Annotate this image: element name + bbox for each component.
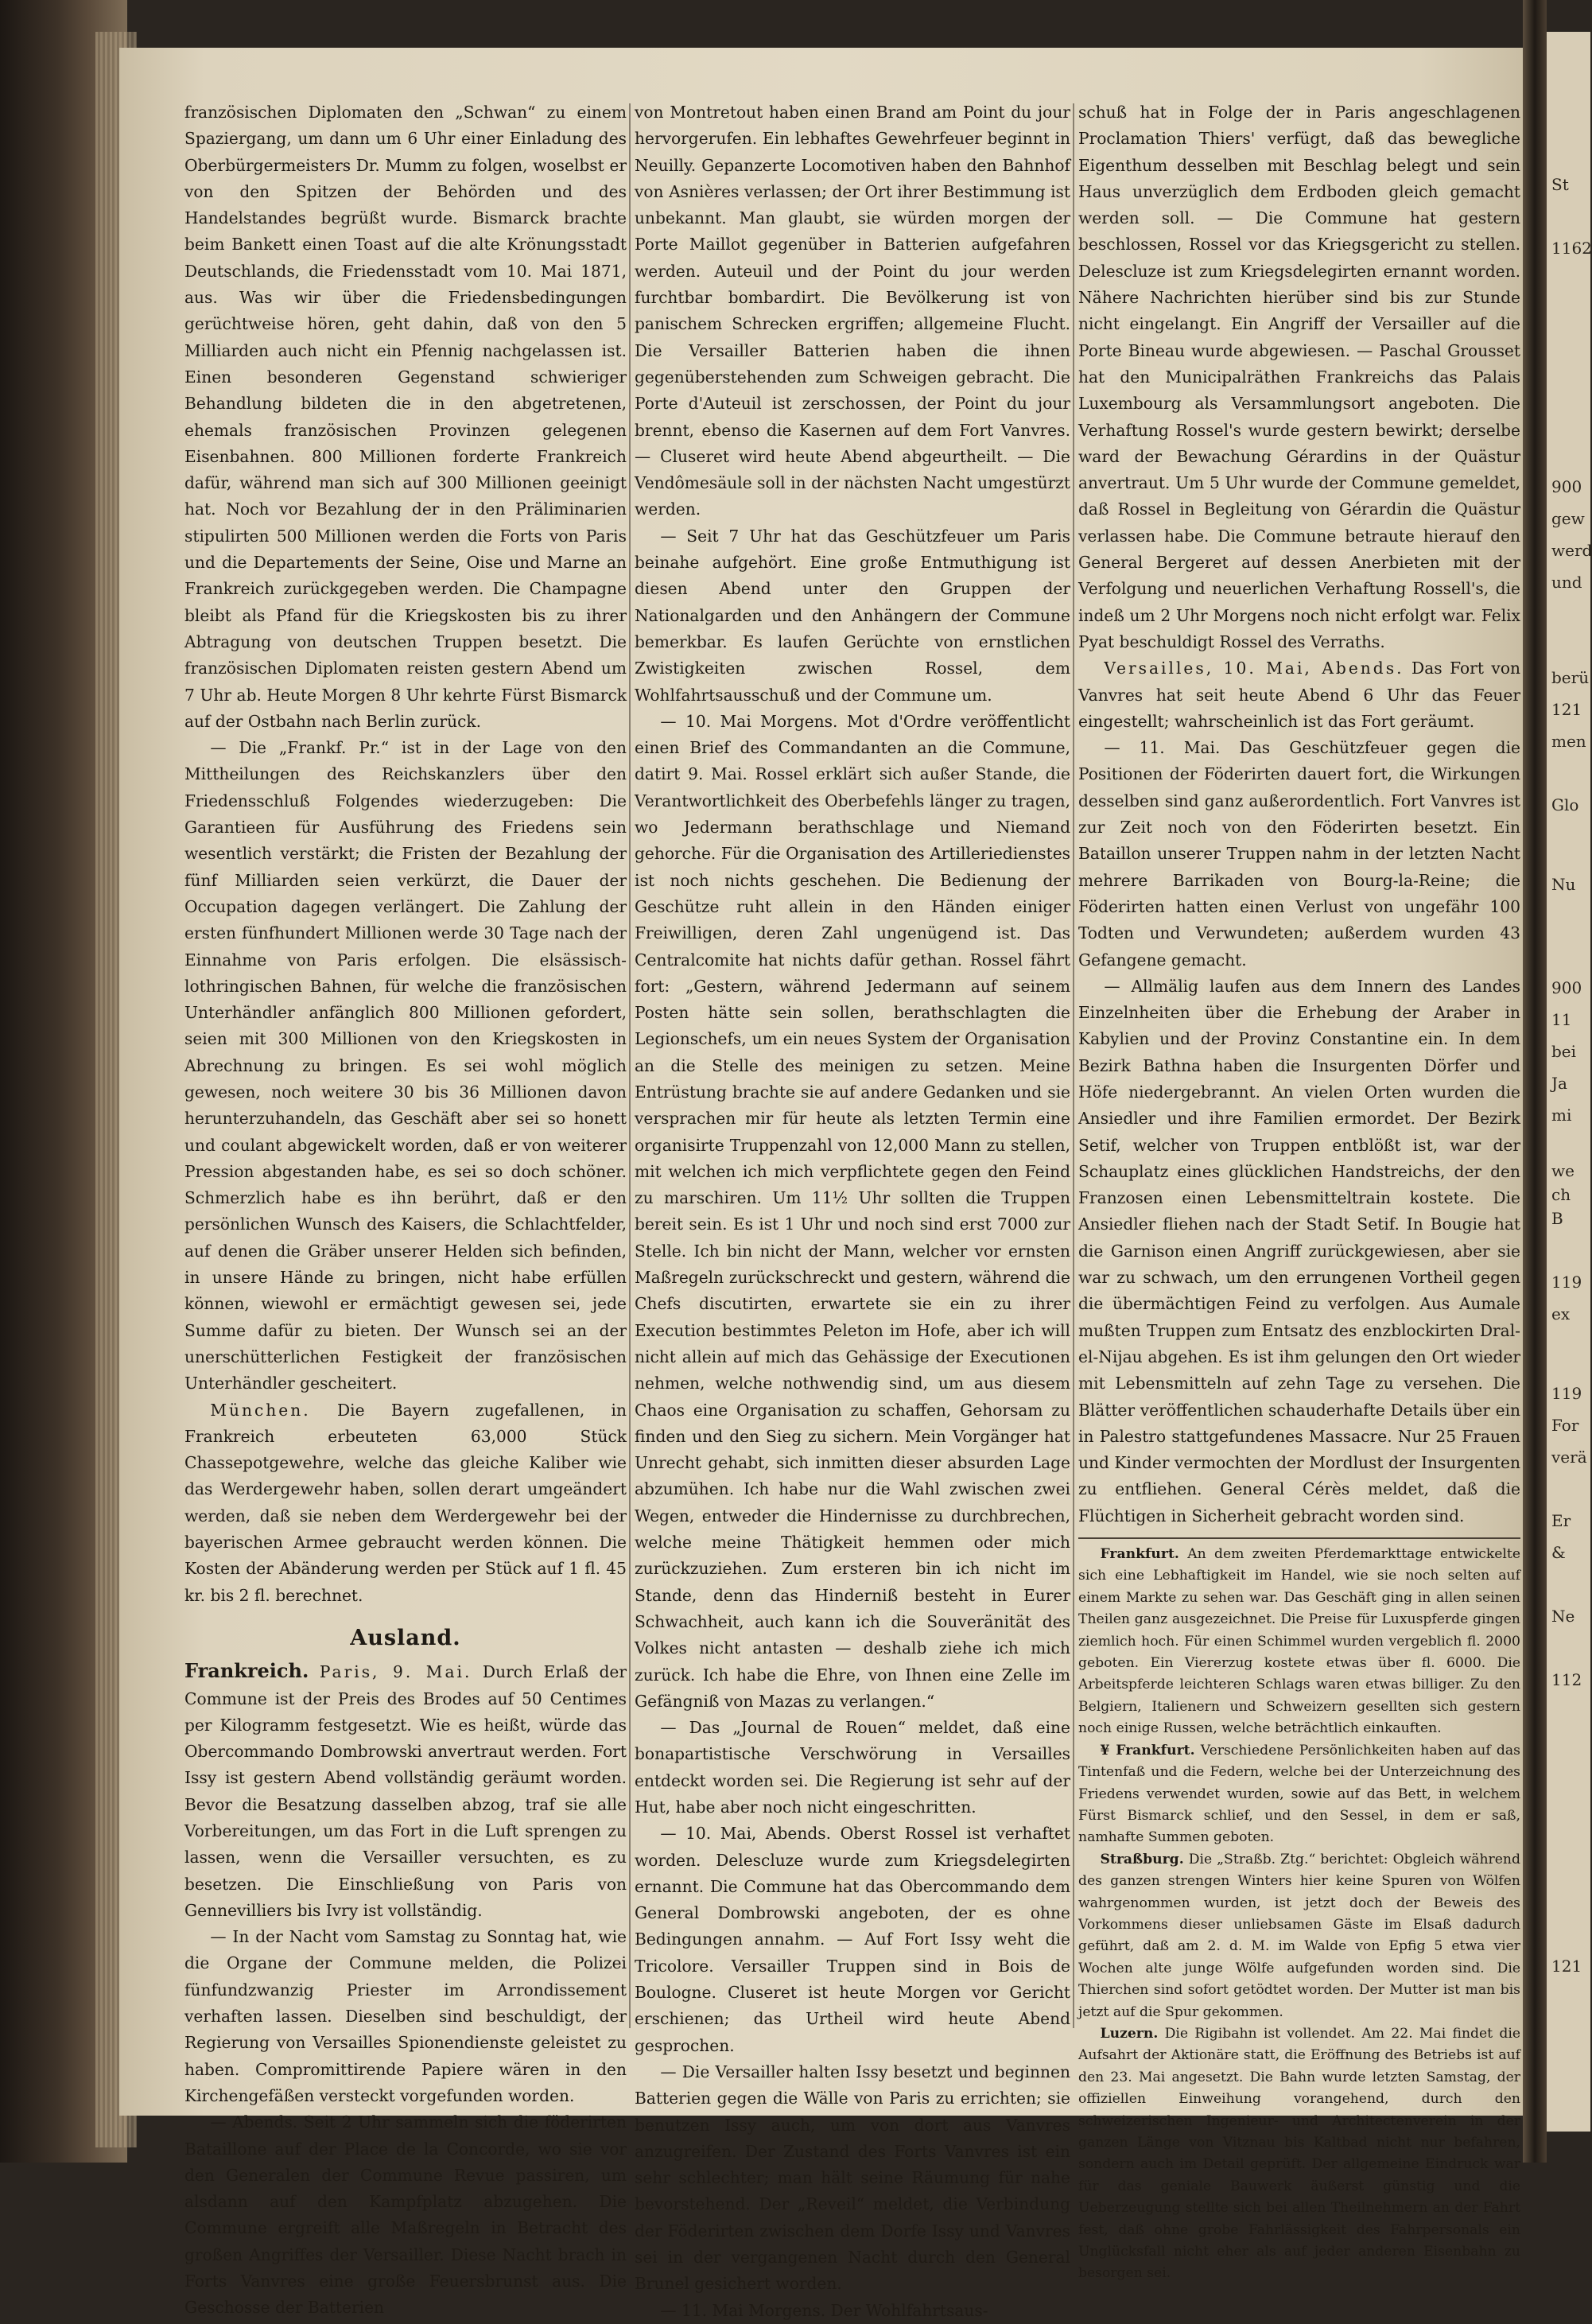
adjacent-page-edge — [1547, 32, 1590, 2132]
adjacent-page-fragment: 121 — [1551, 1957, 1582, 1976]
article-paragraph: — Das „Journal de Rouen“ meldet, daß eine bonapartistische Verschwörung in Versailles entdeckt worden sei. Die Regierung ist sehr auf der Hut, habe aber noch nicht eingeschritten. — [635, 1718, 1070, 1817]
article-paragraph — [1078, 655, 1520, 735]
article-paragraph: — 11. Mai Morgens. Der Wohlfahrtsaus- — [660, 2300, 988, 2320]
dateline-paris: Paris, 9. Mai. — [319, 1662, 472, 1682]
article-paragraph — [184, 1397, 627, 1609]
adjacent-page-fragment: verä — [1551, 1448, 1587, 1467]
adjacent-page-fragment: 11 — [1551, 1010, 1572, 1029]
column-right — [1078, 99, 1521, 2282]
adjacent-page-fragment: we — [1551, 1161, 1575, 1180]
adjacent-page-fragment: men — [1551, 732, 1586, 751]
binding-gutter — [1523, 0, 1547, 2163]
adjacent-page-fragment: Glo — [1551, 795, 1579, 814]
adjacent-page-fragment: gew — [1551, 509, 1585, 528]
article-paragraph: — 10. Mai Morgens. Mot d'Ordre veröffentlicht einen Brief des Commandanten an die Commune, datirt 9. Mai. Rossel erklärt sich außer Stande, die Verantwortlichkeit des Oberbefehls länger zu tragen, wo Jedermann berathschlage und Niemand gehorche. Für die Organisation des Artilleriedienstes ist noch nichts geschehen. Die Bedienung der Geschütze ruht allein in den Händen einiger Freiwilligen, deren Zahl ungenügend ist. Das Centralcomite hat nichts dafür gethan. Rossel fährt fort: „Gestern, während Jedermann auf seinem Posten hätte sein sollen, berathschlagten die Legionschefs, um ein neues System der Organisation an die Stelle des meinigen zu setzen. Meine Entrüstung brachte sie auf andere Gedanken und sie versprachen mir für heute als letzten Termin eine organisirte Truppenzahl von 12,000 Mann zu stellen, mit welchen ich mich verpflichtete gegen den Feind zu marschiren. Um 11½ Uhr sollten die Truppen bereit sein. Es ist 1 Uhr und noch sind erst 7000 zur Stelle. Ich bin nicht der Mann, welcher vor ernsten Maßregeln zurückschreckt und gestern, während die Chefs discutirten, erwartete sie ein zu ihrer Execution bestimmtes Peleton im Hofe, aber ich will nicht allein auf mich das Gehässige der Executionen nehmen, welche nothwendig sind, um aus diesem Chaos eine Organisation zu schaffen, Gehorsam zu finden und den Sieg zu sichern. Mein Vorgänger hat Unrecht gehabt, sich inmitten dieser absurden Lage abzumühen. Ich habe nur die Wahl zwischen zwei Wegen, entweder die Hindernisse zu durchbrechen, welche meine Thätigkeit hemmen oder mich zurückzuziehen. Zum ersteren bin ich nicht im Stande, denn das Hinderniß besteht in Eurer Schwachheit, auch kann ich die Souveränität des Volkes nicht antasten — deshalb ziehe ich mich zurück. Ich habe die Ehre, von Ihnen eine Zelle im Gefängniß von Mazas zu verlangen.“ — [635, 711, 1070, 1711]
adjacent-page-fragment: 119 — [1551, 1273, 1582, 1292]
adjacent-page-fragment: ex — [1551, 1304, 1571, 1323]
dateline-luzern: Luzern. — [1100, 2025, 1159, 2042]
adjacent-page-fragment: mi — [1551, 1106, 1572, 1125]
adjacent-page-fragment: berü — [1551, 668, 1590, 687]
article-paragraph: — 11. Mai. Das Geschützfeuer gegen die Positionen der Föderirten dauert fort, die Wirkungen desselben sind ganz außerordentlich. Fort Vanvres ist zur Zeit noch von den Föderirten besetzt. Ein Bataillon unserer Truppen nahm in der letzten Nacht mehrere Barrikaden von Bourg-la-Reine; die Föderirten hatten einen Verlust von ungefähr 100 Todten und Verwundeten; außerdem wurden 43 Gefangene gemacht. — [1078, 738, 1520, 970]
dateline-muenchen: München. — [210, 1400, 311, 1420]
article-paragraph: — Die Versailler halten Issy besetzt und beginnen Batterien gegen die Wälle von Paris zu errichten; sie benutzen Issy auch, um von dort aus Vanvres anzugreifen. Der Zustand des Forts Vanvres ist ein sehr schlechter; man hält seine Räumung für nahe bevorstehend. Der „Reveil“ meldet, die Verbindung der Föderirten zwischen dem Dorfe Issy und Vanvres sei in der vergangenen Nacht durch den General Brunel gesichert worden. — [635, 2062, 1070, 2294]
dateline-frankfurt-2: ¥ Frankfurt. — [1100, 1742, 1195, 1759]
adjacent-page-fragment: St — [1551, 175, 1569, 194]
article-paragraph: von Montretout haben einen Brand am Point du jour hervorgerufen. Ein lebhaftes Gewehrfeuer beginnt in Neuilly. Gepanzerte Locomotiven haben den Bahnhof von Asnières verlassen; der Ort ihrer Bestimmung ist unbekannt. Man glaubt, sie würden morgen der Porte Maillot gegenüber in Batterien aufgefahren werden. Auteuil und der Point du jour werden furchtbar bombardirt. Die Bevölkerung ist von panischem Schrecken ergriffen; allgemeine Flucht. Die Versailler Batterien haben die ihnen gegenüberstehenden zum Schweigen gebracht. Die Porte d'Auteuil ist zerschossen, der Point du jour brennt, ebenso die Kasernen auf dem Fort Vanvres. — Cluseret wird heute Abend abgeurtheilt. — Die Vendômesäule soll in der nächsten Nacht umgestürzt werden. — [635, 103, 1070, 519]
news-item-frankfurt — [1078, 1544, 1520, 1740]
adjacent-page-fragment: 112 — [1551, 1670, 1582, 1689]
article-paragraph: — 10. Mai, Abends. Oberst Rossel ist verhaftet worden. Delescluze wurde zum Kriegsdelegirten ernannt. Die Commune hat das Obercommando dem General Dombrowski angeboten, der es ohne Bedingungen annahm. — Auf Fort Issy weht die Tricolore. Versailler Truppen sind in Bois de Boulogne. Cluseret ist heute Morgen vor Gericht erschienen; das Urtheil wird heute Abend gesprochen. — [635, 1824, 1070, 2055]
article-paragraph: schuß hat in Folge der in Paris angeschlagenen Proclamation Thiers' verfügt, daß das bewegliche Eigenthum desselben mit Beschlag belegt und sein Haus unverzüglich dem Erdboden gleich gemacht werden soll. — Die Commune hat gestern beschlossen, Rossel vor das Kriegsgericht zu stellen. Delescluze ist zum Kriegsdelegirten ernannt worden. Nähere Nachrichten hierüber sind bis zur Stunde nicht eingelangt. Ein Angriff der Versailler auf die Porte Bineau wurde abgewiesen. — Paschal Grousset hat den Municipalräthen Frankreichs das Palais Luxembourg als Versammlungsort angeboten. Die Verhaftung Rossel's wurde gestern bewirkt; derselbe ward der Bewachung Gérardins in der Quästur anvertraut. Um 5 Uhr wurde der Commune gemeldet, daß Rossel in Begleitung von Gérardin die Quästur verlassen habe. Die Commune betraute hierauf den General Bergeret auf dessen Anerbieten mit der Verfolgung und neuerlichen Verhaftung Rossell's, die indeß um 2 Uhr Morgens noch nicht erfolgt war. Felix Pyat beschuldigt Rossel des Verraths. — [1078, 103, 1520, 651]
adjacent-page-fragment: Nu — [1551, 875, 1576, 894]
adjacent-page-fragment: 900 — [1551, 978, 1582, 997]
article-paragraph — [184, 1658, 627, 1924]
section-divider — [1078, 1537, 1520, 1539]
article-paragraph: — Allmälig laufen aus dem Innern des Landes Einzelnheiten über die Erhebung der Araber in Kabylien und der Provinz Constantine ein. In dem Bezirk Bathna haben die Insurgenten Dörfer und Höfe niedergebrannt. An vielen Orten wurden die Ansiedler und ihre Familien ermordet. Der Bezirk Setif, welcher von Truppen entblößt ist, war der Schauplatz eines glücklichen Handstreichs, der den Franzosen einen Lebensmitteltrain kostete. Die Ansiedler fliehen nach der Stadt Setif. In Bougie hat die Garnison einen Angriff zurückgewiesen, aber sie war zu schwach, um den errungenen Vortheil gegen die übermächtigen Feind zu verfolgen. Aus Aumale mußten Truppen zum Entsatz des enzblockirten Dral-el-Nijau abgehen. Es ist ihm gelungen den Ort wieder mit Lebensmitteln auf zehn Tage zu versehen. Die Blätter veröffentlichen schauderhafte Details über ein in Palestro stattgefundenes Massacre. Nur 25 Frauen und Kinder vermochten der Mordlust der Insurgenten zu entfliehen. General Cérès meldet, daß die Flüchtigen in Sicherheit gebracht worden sind. — [1078, 976, 1520, 1525]
adjacent-page-fragment: 900 — [1551, 477, 1582, 496]
adjacent-page-fragment: bei — [1551, 1042, 1577, 1061]
adjacent-page-fragment: Ne — [1551, 1607, 1575, 1626]
dateline-versailles: Versailles, 10. Mai, Abends. — [1104, 659, 1404, 678]
section-heading-ausland: Ausland. — [350, 1625, 461, 1650]
article-paragraph: — In der Nacht vom Samstag zu Sonntag hat, wie die Organe der Commune melden, die Polizei fünfundzwanzig Priester im Arrondissement verhaften lassen. Dieselben sind beschuldigt, der Regierung von Versailles Spionendienste geleistet zu haben. Compromittirende Papiere wären in den Kirchengefäßen versteckt vorgefunden worden. — [184, 1927, 627, 2105]
paris-text: Durch Erlaß der Commune ist der Preis des Brodes auf 50 Centimes per Kilogramm festgesetzt. Wie es heißt, würde das Obercommando Dombrowski anvertraut werden. Fort Issy ist gestern Abend vollständig geräumt worden. Bevor die Besatzung dasselben abzog, traf sie alle Vorbereitungen, um das Fort in die Luft sprengen zu lassen, wenn die Versailler versuchten, es zu besetzen. Die Einschließung von Paris von Gennevilliers bis Ivry ist vollständig. — [184, 1662, 627, 1920]
dateline-frankfurt: Frankfurt. — [1100, 1546, 1179, 1563]
adjacent-page-fragment: 119 — [1551, 1384, 1582, 1403]
news-item-strassburg — [1078, 1849, 1520, 2023]
adjacent-page-fragment: 1162 — [1551, 239, 1592, 258]
article-paragraph: französischen Diplomaten den „Schwan“ zu einem Spaziergang, um dann um 6 Uhr einer Einladung des Oberbürgermeisters Dr. Mumm zu folgen, woselbst er von den Spitzen der Behörden und des Handelstandes begrüßt wurde. Bismarck brachte beim Bankett einen Toast auf die alte Krönungsstadt Deutschlands, die Friedensstadt vom 10. Mai 1871, aus. Was wir über die Friedensbedingungen gerüchtweise hören, geht dahin, daß von den 5 Milliarden auch nicht ein Pfennig nachgelassen ist. Einen besonderen Gegenstand schwieriger Behandlung bildeten die in den abgetretenen, ehemals französischen Provinzen gelegenen Eisenbahnen. 800 Millionen forderte Frankreich dafür, während man sich auf 300 Millionen geeinigt hat. Noch vor Bezahlung der in den Präliminarien stipulirten 500 Millionen werden die Forts von Paris und die Departements der Seine, Oise und Marne an Frankreich zurückgegeben werden. Die Champagne bleibt als Pfand für die Kriegskosten bis zu ihrer Abtragung von deutschen Truppen besetzt. Die französischen Diplomaten reisten gestern Abend um 7 Uhr ab. Heute Morgen 8 Uhr kehrte Fürst Bismarck auf der Ostbahn nach Berlin zurück. — [184, 103, 627, 731]
adjacent-page-fragment: B — [1551, 1209, 1563, 1228]
strassburg-text: Die „Straßb. Ztg.“ berichtet: Obgleich während des ganzen strengen Winters hier keine Spuren von Wölfen wahrgenommen wurden, ist jetzt doch der Beweis des Vorkommens dieser unliebsamen Gäste im Elsaß dadurch geführt, daß am 2. d. M. im Walde von Epfig 5 etwa vier Wochen alte junge Wölfe aufgefunden worden sind. Die Thierchen sind sofort getödtet worden. Der Mutter ist man bis jetzt auf die Spur gekommen. — [1078, 1851, 1520, 2020]
column-middle — [635, 99, 1070, 2320]
news-item-luzern — [1078, 2023, 1520, 2285]
versailles-text: Das Fort von Vanvres hat seit heute Abend 6 Uhr das Feuer eingestellt; wahrscheinlich ist das Fort geräumt. — [1078, 659, 1520, 731]
article-paragraph: — Seit 7 Uhr hat das Geschützfeuer um Paris beinahe aufgehört. Eine große Entmuthigung ist diesen Abend unter den Gruppen der Nationalgarden und den Anhängern der Commune bemerkbar. Es laufen Gerüchte von ernstlichen Zwistigkeiten zwischen Rossel, dem Wohlfahrtsausschuß und der Commune um. — [635, 526, 1070, 705]
frankfurt-2-text: Verschiedene Persönlichkeiten haben auf das Tintenfaß und die Federn, welche bei der Unterzeichnung des Friedens verwendet wurden, sowie auf das Bett, in welchem Fürst Bismarck schlief, und den Sessel, in dem er saß, namhafte Summen geboten. — [1078, 1742, 1521, 1846]
adjacent-page-fragment: werd — [1551, 541, 1592, 560]
column-rule — [629, 103, 631, 2028]
news-item-frankfurt-2 — [1078, 1740, 1520, 1849]
article-paragraph: — Abends. Seit 2 Uhr sammeln sich die föderirten Bataillone auf der Place de la Concorde, wo sie vor den Generalen der Commune Revue passiren, um alsdann auf den Kampfplatz abzugehen. Die Commune ergreift alle Maßregeln in Betracht des großen Angriffes der Versailler. Diese Nacht brach in Forts Vanvres eine große Feuersbrunst aus. Die Geschosse der Batterien — [184, 2112, 627, 2318]
adjacent-page-fragment: Ja — [1551, 1074, 1567, 1093]
adjacent-page-fragment: For — [1551, 1416, 1579, 1435]
dateline-strassburg: Straßburg. — [1100, 1851, 1184, 1867]
country-heading-frankreich: Frankreich. — [184, 1659, 309, 1683]
muenchen-text: Die Bayern zugefallenen, in Frankreich erbeuteten 63,000 Stück Chassepotgewehre, welche das gleiche Kaliber wie das Werdergewehr haben, sollen derart umgeändert werden, daß sie neben dem Werdergewehr bei der bayerischen Armee gebraucht werden können. Die Kosten der Abänderung werden per Stück auf 1 fl. 45 kr. bis 2 fl. berechnet. — [184, 1400, 627, 1605]
luzern-text: Die Rigibahn ist vollendet. Am 22. Mai findet die Aufsahrt der Aktionäre statt, die Eröffnung des Betriebs ist auf den 23. Mai angesetzt. Die Bahn wurde letzten Samstag, der offiziellen Einweihung vorangehend, durch den schweizerischen Ingenieur- und Architectenverein in der ganzen Länge von Vitznau bis Kaltbad nicht nur befahren, sondern auch im Detail geprüft. Der allgemeine Eindruck war für das geniale Bauwerk äußerst günstig und die Ueberzeugung stellte sich bei allen Theilnehmern an der Fahrt fest, daß ohne grobe Fahrlässigkeit des Fahrpersonals ein Unglücksfall nicht eher als auf jeder anderen Eisenbahn zu besorgen sei. — [1078, 2025, 1521, 2282]
column-left — [184, 99, 627, 2318]
adjacent-page-fragment: & — [1551, 1543, 1566, 1562]
adjacent-page-fragment: 121 — [1551, 700, 1582, 719]
adjacent-page-fragment: ch — [1551, 1185, 1571, 1204]
frankfurt-text: An dem zweiten Pferdemarkttage entwickelte sich eine Lebhaftigkeit im Handel, wie sie noch selten auf einem Markte zu sehen war. Das Geschäft ging in allen seinen Theilen ganz ausgezeichnet. Die Preise für Luxuspferde gingen ziemlich hoch. Für einen Schimmel wurden vergeblich fl. 2000 geboten. Ein Viererzug kostete etwas über fl. 6000. Die Arbeitspferde leichteren Schlags waren etwas billiger. Zu den Belgiern, Italienern und Schweizern gesellten sich gestern noch einige Russen, welche beträchtlich einkauften. — [1078, 1546, 1520, 1737]
article-paragraph: — Die „Frankf. Pr.“ ist in der Lage von den Mittheilungen des Reichskanzlers über den Friedensschluß Folgendes wiederzugeben: Die Garantieen für Ausführung des Friedens sein wesentlich verstärkt; die Fristen der Bezahlung der fünf Milliarden seien verkürzt, die Dauer der Occupation dagegen verlängert. Die Zahlung der ersten fünfhundert Millionen werde 30 Tage nach der Einnahme von Paris erfolgen. Die elsässisch-lothringischen Bahnen, für welche die französischen Unterhändler anfänglich 800 Millionen gefordert, seien mit 300 Millionen von den Kriegskosten in Abrechnung zu bringen. Es sei wohl möglich gewesen, noch weitere 30 bis 36 Millionen davon herunterzuhandeln, das Geschäft aber sei so honett und coulant abgewickelt worden, daß er von weiterer Pression abgestanden habe, es sei so doch schöner. Schmerzlich habe es ihn berührt, daß er den persönlichen Wunsch des Kaisers, die Schlachtfelder, auf denen die Gräber unserer Helden sich befinden, in unsere Hände zu bringen, nicht habe erfüllen können, wiewohl er ermächtigt gewesen sei, jede Summe dafür zu bieten. Der Wunsch sei an der unerschütterlichen Festigkeit der französischen Unterhändler gescheitert. — [184, 738, 627, 1393]
adjacent-page-fragment: und — [1551, 573, 1582, 592]
column-rule — [1073, 103, 1074, 2028]
adjacent-page-fragment: Er — [1551, 1511, 1571, 1530]
